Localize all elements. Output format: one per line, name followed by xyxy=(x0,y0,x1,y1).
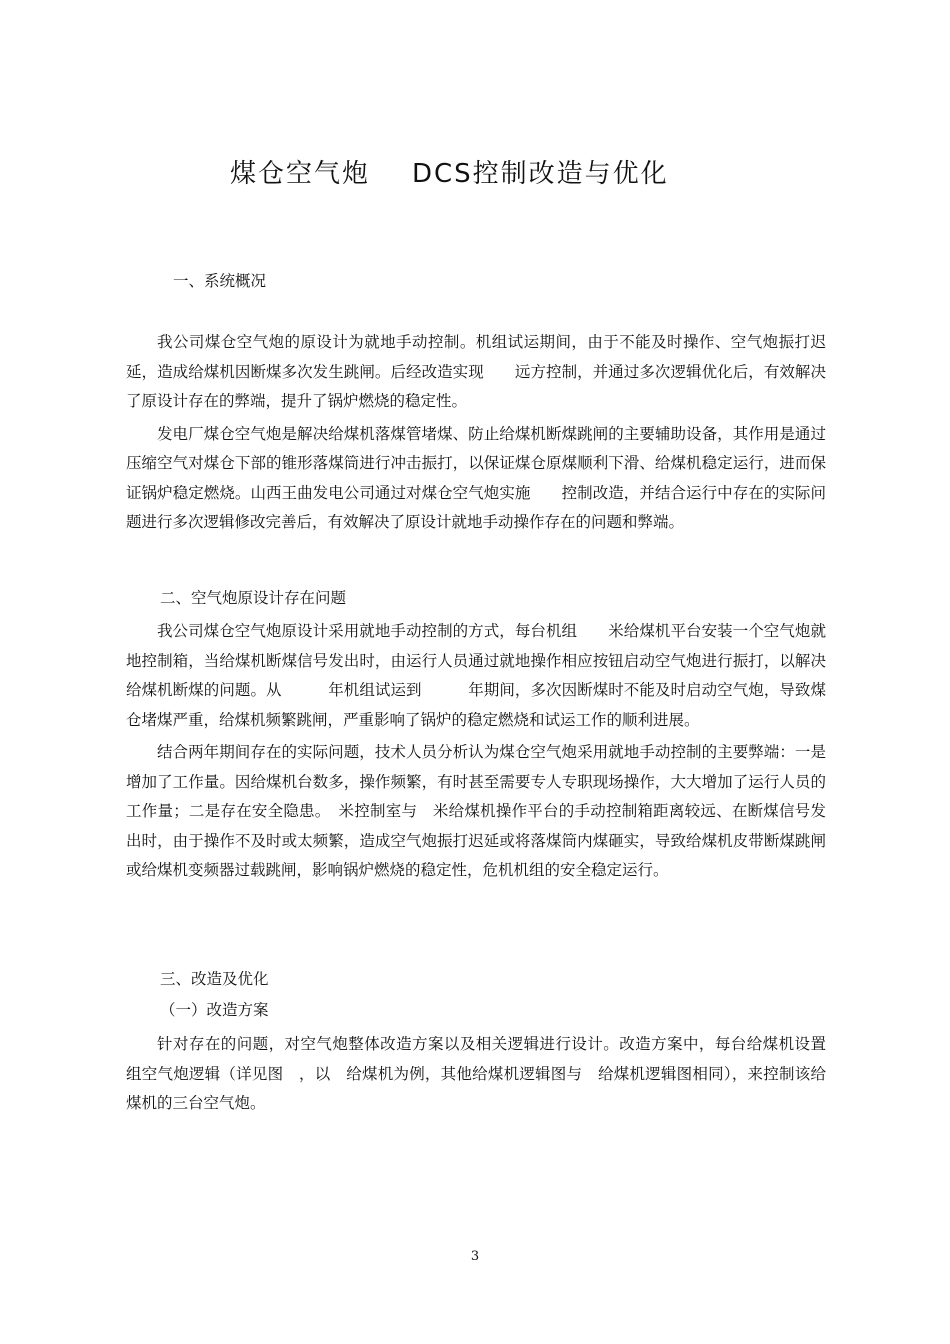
title-part-1: 煤仓空气炮 xyxy=(230,159,371,189)
section2-paragraph-1: 我公司煤仓空气炮原设计采用就地手动控制的方式，每台机组 米给煤机平台安装一个空气炮就地控制箱，当给煤机断煤信号发出时，由运行人员通过就地操作相应按钮启动空气炮进行振打，以解决给煤机断煤的问题。从 年机组试运到 年期间，多次因断煤时不能及时启动空气炮，导致煤仓堵煤严重，给煤机频繁跳闸，严重影响了锅炉的稳定燃烧和试运工作的顺利进展。 xyxy=(126,622,826,729)
section1-heading: 一、系统概况 xyxy=(173,272,267,290)
page-number: 3 xyxy=(470,1249,480,1264)
section2-heading: 二、空气炮原设计存在问题 xyxy=(160,589,347,607)
title-part-2: DCS控制改造与优化 xyxy=(412,159,669,189)
section3-heading: 三、改造及优化 xyxy=(160,970,269,988)
section1-body xyxy=(126,328,826,538)
section3-subheading: （一）改造方案 xyxy=(160,1001,269,1019)
section2-paragraph-2: 结合两年期间存在的实际问题，技术人员分析认为煤仓空气炮采用就地手动控制的主要弊端：一是增加了工作量。因给煤机台数多，操作频繁，有时甚至需要专人专职现场操作，大大增加了运行人员的工作量；二是存在安全隐患。 米控制室与 米给煤机操作平台的手动控制箱距离较远、在断煤信号发出时，由于操作不及时或太频繁，造成空气炮振打迟延或将落煤筒内煤砸实，导致给煤机皮带断煤跳闸或给煤机变频器过载跳闸，影响锅炉燃烧的稳定性，危机机组的安全稳定运行。 xyxy=(126,743,826,879)
section1-paragraph-1: 我公司煤仓空气炮的原设计为就地手动控制。机组试运期间，由于不能及时操作、空气炮振打迟延，造成给煤机因断煤多次发生跳闸。后经改造实现 远方控制，并通过多次逻辑优化后，有效解决了原设计存在的弊端，提升了锅炉燃烧的稳定性。 xyxy=(126,333,826,410)
section1-paragraph-2: 发电厂煤仓空气炮是解决给煤机落煤管堵煤、防止给煤机断煤跳闸的主要辅助设备，其作用是通过压缩空气对煤仓下部的锥形落煤筒进行冲击振打，以保证煤仓原煤顺利下滑、给煤机稳定运行，进而保证锅炉稳定燃烧。山西王曲发电公司通过对煤仓空气炮实施 控制改造，并结合运行中存在的实际问题进行多次逻辑修改完善后，有效解决了原设计就地手动操作存在的问题和弊端。 xyxy=(126,424,826,531)
section3-paragraph-1: 针对存在的问题，对空气炮整体改造方案以及相关逻辑进行设计。改造方案中，每台给煤机设置 组空气炮逻辑（详见图 ，以 给煤机为例，其他给煤机逻辑图与 给煤机逻辑图相同），来控制该给煤机的三台空气炮。 xyxy=(126,1035,842,1112)
section3-body xyxy=(126,1030,842,1119)
section2-body xyxy=(126,617,826,886)
document-title xyxy=(230,153,710,193)
